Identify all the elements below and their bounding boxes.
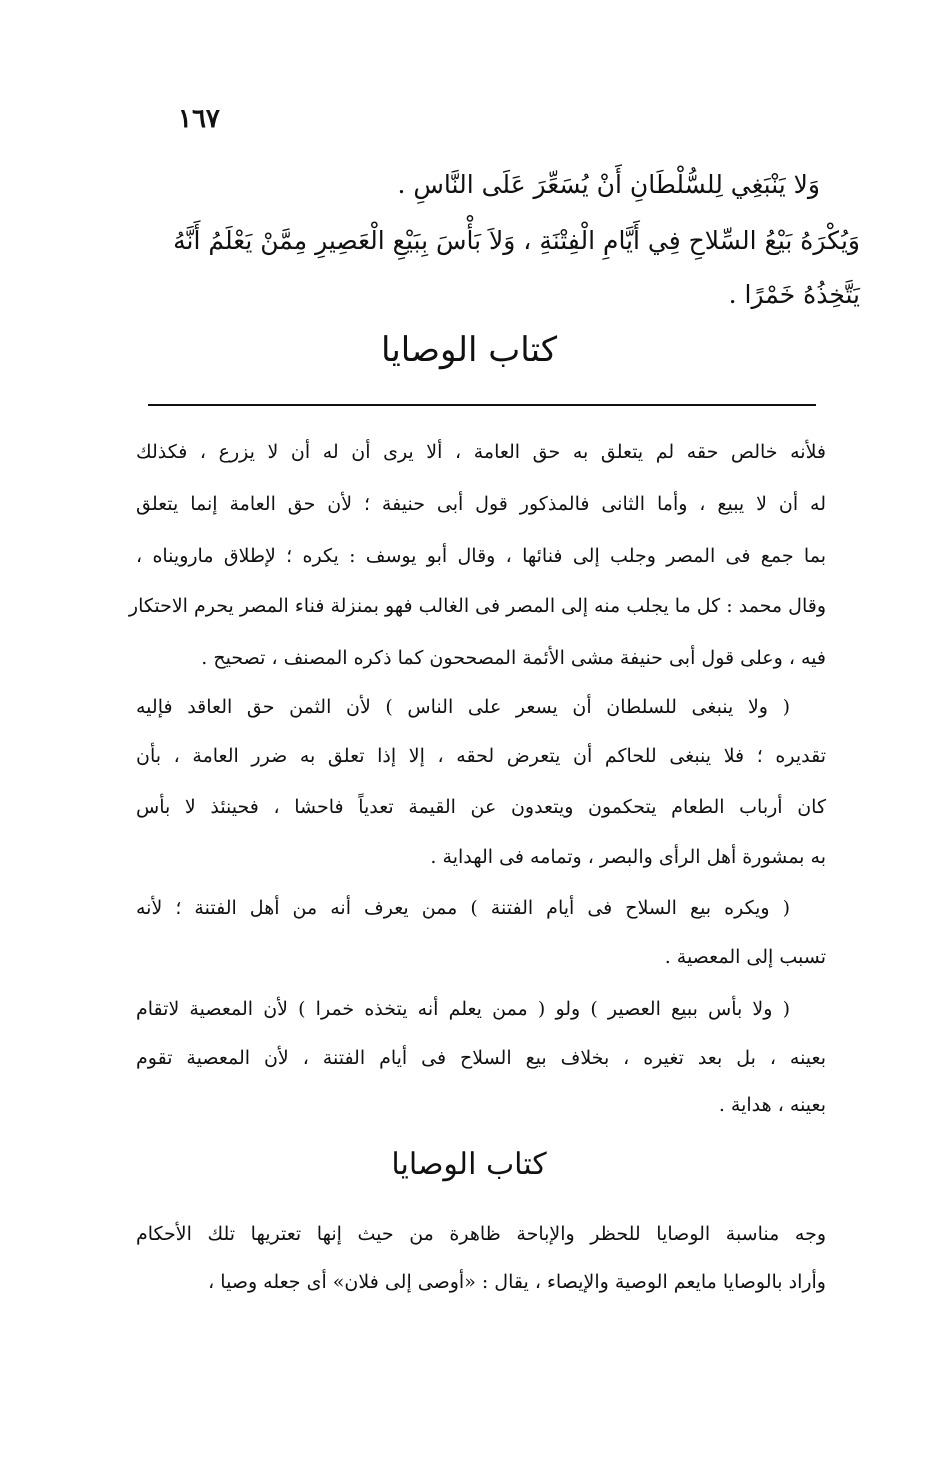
intro-line: وجه مناسبة الوصايا للحظر والإباحة ظاهرة من حيث إنها تعتريها تلك الأحكام — [136, 1223, 826, 1245]
intro-line: وأراد بالوصايا مايعم الوصية والإيصاء ، يقال : «أوصى إلى فلان» أى جعله وصيا ، — [208, 1271, 826, 1293]
matn-line-2: وَيُكْرَهُ بَيْعُ السِّلاحِ فِي أَيَّامِ الْفِتْنَةِ ، وَلاَ بَأْسَ بِبَيْعِ الْعَصِيرِ مِمَّنْ يَعْلَمُ أَنَّهُ — [173, 226, 860, 255]
sharh-line: بعينه ، بل بعد تغيره ، بخلاف بيع السلاح فى أيام الفتنة ، لأن المعصية تقوم — [136, 1047, 826, 1069]
chapter-title-mid: كتاب الوصايا — [391, 1147, 547, 1182]
section-divider — [148, 404, 816, 406]
page-number: ١٦٧ — [178, 104, 220, 134]
sharh-line: وقال محمد : كل ما يجلب منه إلى المصر فى الغالب فهو بمنزلة فناء المصر يحرم الاحتكار — [128, 595, 826, 617]
sharh-line: تقديره ؛ فلا ينبغى للحاكم أن يتعرض لحقه ، إلا إذا تعلق به ضرر العامة ، بأن — [136, 745, 826, 767]
sharh-line: به بمشورة أهل الرأى والبصر ، وتمامه فى الهداية . — [430, 846, 826, 868]
sharh-line: كان أرباب الطعام يتحكمون ويتعدون عن القيمة تعدياً فاحشا ، فحينئذ لا بأس — [136, 796, 826, 818]
sharh-line: فيه ، وعلى قول أبى حنيفة مشى الأئمة المصححون كما ذكره المصنف ، تصحيح . — [201, 647, 826, 669]
sharh-line: له أن لا يبيع ، وأما الثانى فالمذكور قول أبى حنيفة ؛ لأن حق العامة إنما يتعلق — [136, 493, 826, 515]
sharh-line: بعينه ، هداية . — [718, 1094, 826, 1116]
matn-line-1: وَلا يَنْبَغِي لِلسُّلْطَانِ أَنْ يُسَعِّرَ عَلَى النَّاسِ . — [397, 170, 820, 199]
sharh-line: تسبب إلى المعصية . — [664, 946, 826, 968]
matn-line-3: يَتَّخِذُهُ خَمْرًا . — [728, 280, 860, 309]
sharh-line: ( ولا ينبغى للسلطان أن يسعر على الناس ) لأن الثمن حق العاقد فإليه — [136, 696, 790, 718]
sharh-line: فلأنه خالص حقه لم يتعلق به حق العامة ، ألا يرى أن له أن لا يزرع ، فكذلك — [136, 441, 826, 463]
sharh-line: بما جمع فى المصر وجلب إلى فنائها ، وقال أبو يوسف : يكره ؛ لإطلاق مارويناه ، — [136, 545, 826, 567]
chapter-title-top: كتاب الوصايا — [380, 330, 558, 370]
sharh-line: ( ولا بأس ببيع العصير ) ولو ( ممن يعلم أنه يتخذه خمرا ) لأن المعصية لاتقام — [136, 998, 790, 1020]
sharh-line: ( ويكره بيع السلاح فى أيام الفتنة ) ممن يعرف أنه من أهل الفتنة ؛ لأنه — [136, 897, 790, 919]
